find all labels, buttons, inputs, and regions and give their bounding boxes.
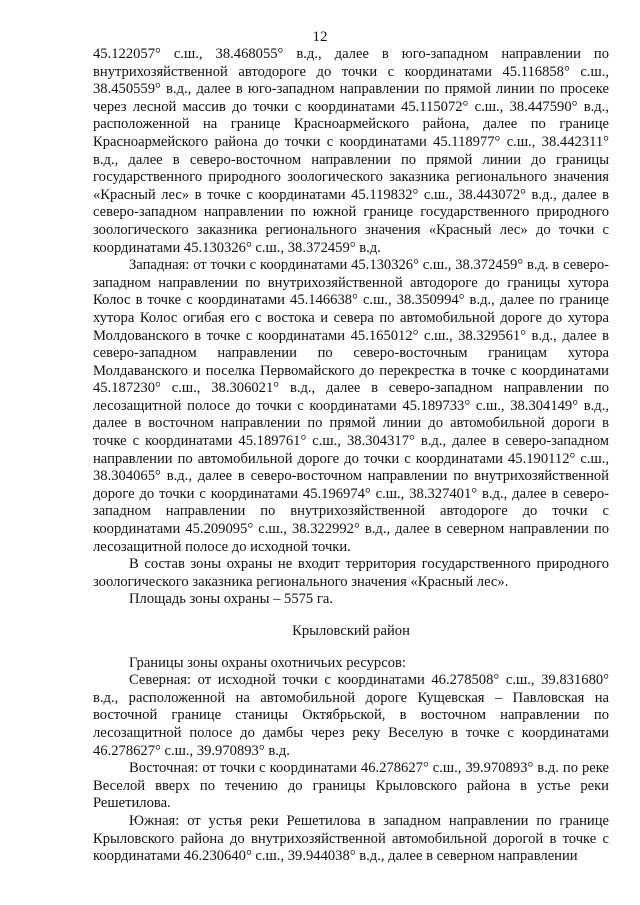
page-number: 12 [312,29,328,45]
document-body [93,46,609,866]
paragraph-north-boundary: Северная: от исходной точки с координатами 46.278508° с.ш., 39.831680° в.д., расположенной на автомобильной дороге Кущевская – Павловская на восточной границе станицы Октябрьской, в восточном направлении по лесозащитной полосе до дамбы через реку Веселую в точке с координатами 46.278627° с.ш., 39.970893° в.д. [93,672,609,759]
paragraph-south-boundary: Южная: от устья реки Решетилова в западном направлении по границе Крыловского района до внутрихозяйственной автомобильной дорогой в точке с координатами 46.230640° с.ш., 39.944038° в.д., далее в северном направлении [93,812,609,865]
paragraph-exclusion-note: В состав зоны охраны не входит территория государственного природного зоологического заказника регионального значения «Красный лес». [93,556,609,590]
paragraph-east-boundary: Восточная: от точки с координатами 46.278627° с.ш., 39.970893° в.д. по реке Веселой вверх по течению до границы Крыловского района в устье реки Решетилова. [93,760,609,812]
paragraph-zone-area: Площадь зоны охраны – 5575 га. [129,591,333,608]
paragraph-west-boundary: Западная: от точки с координатами 45.130326° с.ш., 38.372459° в.д. в северо-западном направлении по внутрихозяйственной автодороге до границы хутора Колос в точке с координатами 45.146638° с.ш., 38.350994° в.д., далее по границе хутора Колос огибая его с востока и севера по автомобильной дороге до хутора Молдованского в точке с координатами 45.165012° с.ш., 38.329561° в.д., далее в северо-западном направлении по северо-восточным границам хутора Молдаванского и поселка Первомайского до перекрестка в точке с координатами 45.187230° с.ш., 38.306021° в.д., далее в северо-западном направлении по лесозащитной полосе до точки с координатами 45.189733° с.ш., 38.304149° в.д., далее в восточном направлении по прямой линии до автомобильной дороги в точке с координатами 45.189761° с.ш., 38.304317° в.д., далее в северо-западном направлении по автомобильной дороге до точки с координатами 45.190112° с.ш., 38.304065° в.д., далее в северо-восточном направлении по внутрихозяйственной дороге до точки с координатами 45.196974° с.ш., 38.327401° в.д., далее в северо-западном направлении по внутрихозяйственной автодороге до точки с координатами 45.209095° с.ш., 38.322992° в.д., далее в северном направлении по лесозащитной полосе до исходной точки. [93,257,609,555]
paragraph-east-boundary-continued: 45.122057° с.ш., 38.468055° в.д., далее в юго-западном направлении по внутрихозяйственной автодороге до точки с координатами 45.116858° с.ш., 38.450559° в.д., далее в юго-западном направлении по прямой линии по просеке через лесной массив до точки с координатами 45.115072° с.ш., 38.447590° в.д., расположенной на границе Красноармейского района, далее по границе Красноармейского района до точки с координатами 45.118977° с.ш., 38.442311° в.д., далее в северо-восточном направлении по прямой линии до границы государственного природного зоологического заказника регионального значения «Красный лес» в точке с координатами 45.119832° с.ш., 38.443072° в.д., далее в северо-западном направлении по южной границе государственного природного зоологического заказника регионального значения «Красный лес» до точки с координатами 45.130326° с.ш., 38.372459° в.д. [93,46,609,256]
paragraph-zone-boundaries-intro: Границы зоны охраны охотничьих ресурсов: [129,654,406,671]
section-heading-krylovsky-district: Крыловский район [292,623,410,639]
